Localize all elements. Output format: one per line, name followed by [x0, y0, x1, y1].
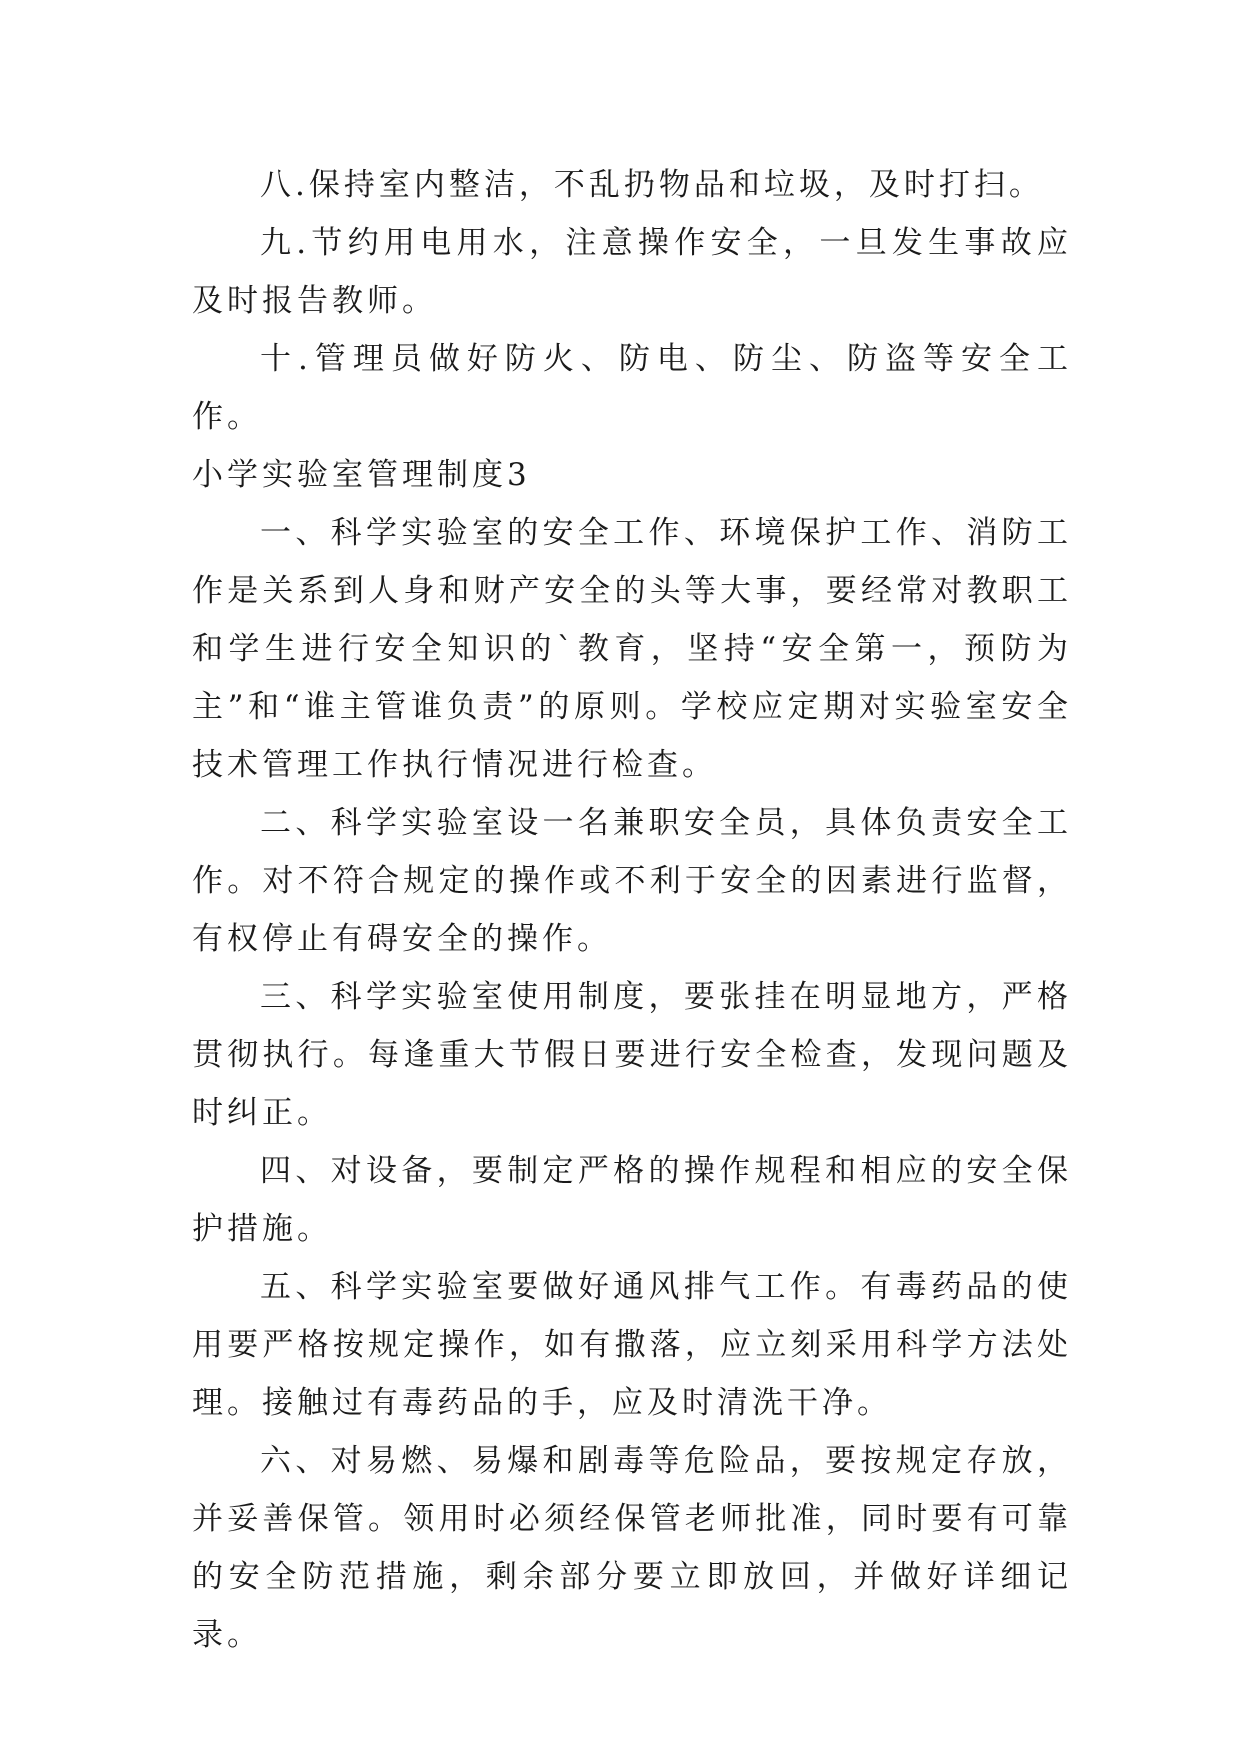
section-rule-6-paragraph: 六、对易燃、易爆和剧毒等危险品，要按规定存放，并妥善保管。领用时必须经保管老师批准，同时要有可靠的安全防范措施，剩余部分要立即放回，并做好详细记录。	[192, 1443, 1072, 1653]
rule-9-paragraph: 九.节约用电用水，注意操作安全，一旦发生事故应及时报告教师。	[192, 225, 1072, 319]
section-rule-1-paragraph: 一、科学实验室的安全工作、环境保护工作、消防工作是关系到人身和财产安全的头等大事，要经常对教职工和学生进行安全知识的`教育，坚持“安全第一，预防为主”和“谁主管谁负责”的原则。学校应定期对实验室安全技术管理工作执行情况进行检查。	[192, 515, 1072, 783]
section-rule-3-paragraph: 三、科学实验室使用制度，要张挂在明显地方，严格贯彻执行。每逢重大节假日要进行安全检查，发现问题及时纠正。	[192, 979, 1072, 1131]
section-rule-5-paragraph: 五、科学实验室要做好通风排气工作。有毒药品的使用要严格按规定操作，如有撒落，应立刻采用科学方法处理。接触过有毒药品的手，应及时清洗干净。	[192, 1269, 1072, 1421]
document-body	[192, 156, 1072, 1664]
section-heading: 小学实验室管理制度3	[192, 457, 531, 493]
section-rule-4-paragraph: 四、对设备，要制定严格的操作规程和相应的安全保护措施。	[192, 1153, 1072, 1247]
section-rule-2-paragraph: 二、科学实验室设一名兼职安全员，具体负责安全工作。对不符合规定的操作或不利于安全的因素进行监督，有权停止有碍安全的操作。	[192, 805, 1072, 957]
rule-10-paragraph: 十.管理员做好防火、防电、防尘、防盗等安全工作。	[192, 341, 1072, 435]
rule-8-paragraph: 八.保持室内整洁，不乱扔物品和垃圾，及时打扫。	[260, 167, 1044, 203]
